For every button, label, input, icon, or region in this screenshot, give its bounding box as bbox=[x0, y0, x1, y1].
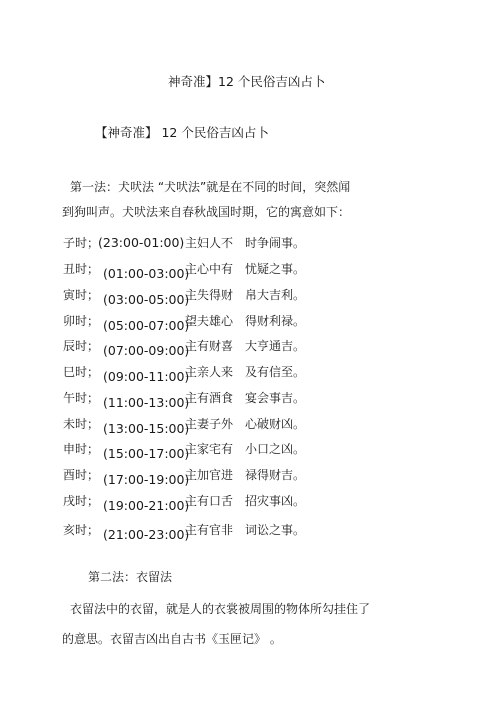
method2-title: 第二法：衣留法 bbox=[88, 570, 173, 584]
time-range-cell: (11:00-13:00) bbox=[103, 395, 190, 410]
branch-cell: 酉时； bbox=[63, 468, 100, 482]
meaning-part1-cell: 主失得财 bbox=[185, 288, 234, 302]
branch-cell: 卯时； bbox=[63, 314, 100, 328]
branch-cell: 巳时； bbox=[63, 365, 100, 379]
meaning-part1-cell: 主有官非 bbox=[185, 523, 234, 537]
time-range-cell: (09:00-11:00) bbox=[103, 369, 190, 384]
meaning-part2-cell: 时争闹事。 bbox=[245, 236, 306, 250]
branch-cell: 申时； bbox=[63, 442, 100, 456]
branch-cell: 午时； bbox=[63, 391, 100, 405]
method1-paragraph-line1: 第一法：犬吠法 “犬吠法”就是在不同的时间，突然闻 bbox=[70, 180, 351, 194]
table-row bbox=[63, 337, 483, 357]
time-range-cell: (19:00-21:00) bbox=[103, 498, 190, 513]
meaning-part2-cell: 招灾事凶。 bbox=[245, 494, 306, 508]
branch-cell: 戌时； bbox=[63, 494, 100, 508]
time-range-cell: (17:00-19:00) bbox=[103, 472, 190, 487]
branch-cell: 寅时； bbox=[63, 288, 100, 302]
branch-cell: 子时； bbox=[63, 236, 100, 250]
table-row bbox=[63, 363, 483, 383]
method2-paragraph-line1: 衣留法中的衣留，就是人的衣裳被周围的物体所勾挂住了 bbox=[70, 602, 371, 616]
page-title: 神奇准】12 个民俗吉凶占卜 bbox=[168, 74, 326, 89]
time-range-cell: (21:00-23:00) bbox=[103, 527, 190, 542]
meaning-part2-cell: 帛大吉利。 bbox=[245, 288, 306, 302]
meaning-part2-cell: 大亨通吉。 bbox=[245, 339, 306, 353]
table-row bbox=[63, 234, 483, 254]
table-row bbox=[63, 389, 483, 409]
branch-cell: 辰时； bbox=[63, 339, 100, 353]
meaning-part2-cell: 宴会事吉。 bbox=[245, 391, 306, 405]
method2-paragraph-line2: 的意思。衣留吉凶出自古书《玉匣记》 。 bbox=[62, 632, 282, 646]
meaning-part2-cell: 词讼之事。 bbox=[245, 523, 306, 537]
meaning-part1-cell: 主妇人不 bbox=[185, 236, 234, 250]
branch-cell: 丑时； bbox=[63, 262, 100, 276]
meaning-part2-cell: 得财利禄。 bbox=[245, 314, 306, 328]
meaning-part1-cell: 主家宅有 bbox=[185, 442, 234, 456]
method1-paragraph-line2: 到狗叫声。犬吠法来自春秋战国时期，它的寓意如下： bbox=[62, 205, 351, 219]
table-row bbox=[63, 492, 483, 512]
meaning-part2-cell: 禄得财吉。 bbox=[245, 468, 306, 482]
article-heading: 【神奇准】 12 个民俗吉凶占卜 bbox=[95, 125, 269, 140]
meaning-part1-cell: 主心中有 bbox=[185, 262, 234, 276]
meaning-part1-cell: 主加官进 bbox=[185, 468, 234, 482]
meaning-part2-cell: 心破财凶。 bbox=[245, 417, 306, 431]
time-range-cell: (15:00-17:00) bbox=[103, 446, 190, 461]
table-row bbox=[63, 415, 483, 435]
meaning-part2-cell: 忧疑之事。 bbox=[245, 262, 306, 276]
branch-cell: 亥时； bbox=[63, 523, 100, 537]
meaning-part1-cell: 主亲人来 bbox=[185, 365, 234, 379]
table-row bbox=[63, 440, 483, 460]
table-row bbox=[63, 521, 483, 541]
table-row bbox=[63, 466, 483, 486]
table-row bbox=[63, 260, 483, 280]
time-range-cell: (07:00-09:00) bbox=[103, 343, 190, 358]
meaning-part2-cell: 及有信至。 bbox=[245, 365, 306, 379]
meaning-part1-cell: 主有口舌 bbox=[185, 494, 234, 508]
time-range-cell: (13:00-15:00) bbox=[103, 421, 190, 436]
meaning-part1-cell: 主有酒食 bbox=[185, 391, 234, 405]
time-range-cell: (05:00-07:00) bbox=[103, 318, 190, 333]
meaning-part1-cell: 望夫雄心 bbox=[185, 314, 234, 328]
time-range-cell: (23:00-01:00) bbox=[98, 235, 185, 250]
branch-cell: 未时； bbox=[63, 417, 100, 431]
table-row bbox=[63, 286, 483, 306]
meaning-part2-cell: 小口之凶。 bbox=[245, 442, 306, 456]
time-range-cell: (01:00-03:00) bbox=[103, 266, 190, 281]
meaning-part1-cell: 主妻子外 bbox=[185, 417, 234, 431]
meaning-part1-cell: 主有财喜 bbox=[185, 339, 234, 353]
table-row bbox=[63, 312, 483, 332]
time-range-cell: (03:00-05:00) bbox=[103, 292, 190, 307]
